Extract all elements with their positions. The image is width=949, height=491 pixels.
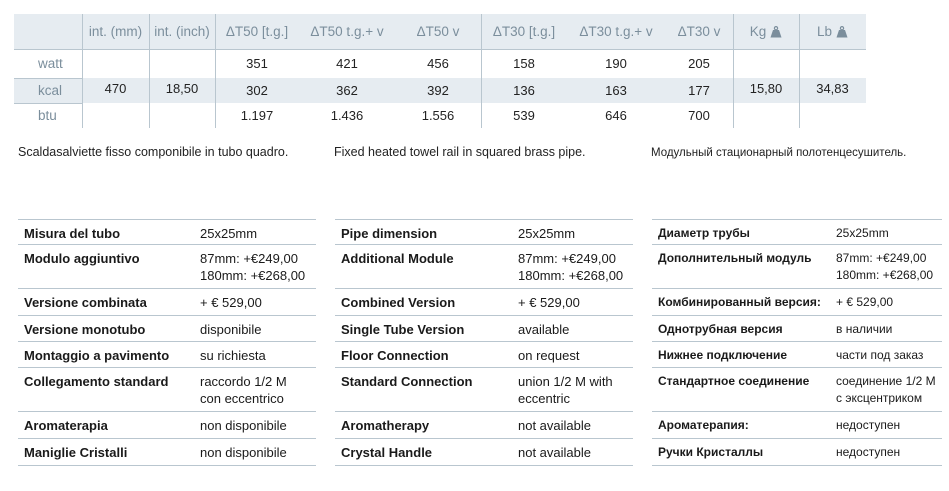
spec-value-line: 25x25mm [518, 226, 576, 241]
spec-value-line: с эксцентриком [836, 391, 923, 405]
spec-row [335, 342, 633, 368]
spec-key: Pipe dimension [341, 226, 438, 241]
spec-value-line: недоступен [836, 418, 901, 432]
spec-key: Combined Version [341, 295, 456, 310]
watt-dt50-tgv: 421 [336, 56, 358, 71]
btu-dt50-tgv: 1.436 [330, 108, 364, 123]
lb-value: 34,83 [816, 81, 849, 96]
spec-value-line: union 1/2 M with [518, 374, 613, 389]
spec-value-line: non disponibile [200, 445, 287, 460]
spec-value [518, 225, 575, 242]
spec-value-line: su richiesta [200, 348, 266, 363]
spec-value [200, 444, 287, 461]
spec-row [652, 412, 942, 439]
spec-row [652, 368, 942, 412]
spec-row [335, 316, 633, 342]
spec-value [836, 347, 923, 364]
spec-row [18, 342, 316, 368]
spec-value [836, 444, 900, 461]
watt-dt30-tgv: 190 [605, 56, 627, 71]
spec-value-line: части под заказ [836, 348, 924, 362]
btu-dt50-tg: 1.197 [240, 108, 274, 123]
btu-dt30-v: 700 [688, 108, 710, 123]
spec-value [518, 444, 591, 461]
watt-dt50-tg: 351 [246, 56, 268, 71]
spec-value [836, 417, 900, 434]
spec-row [18, 245, 316, 289]
kcal-dt50-v: 392 [427, 83, 449, 98]
spec-key: Стандартное соединение [658, 374, 810, 388]
watt-dt50-v: 456 [427, 56, 449, 71]
weight-icon [770, 26, 782, 38]
btu-dt50-v: 1.556 [421, 108, 455, 123]
spec-value-line: disponibile [200, 322, 262, 337]
spec-value [200, 250, 305, 284]
kcal-dt30-tg: 136 [513, 83, 535, 98]
spec-value-line: + € 529,00 [518, 295, 580, 310]
spec-value [836, 250, 933, 284]
header-dt50-tgv: ΔT50 t.g.+ v [310, 24, 384, 39]
header-lb-label: Lb [816, 24, 833, 39]
spec-row [335, 289, 633, 316]
spec-row [18, 368, 316, 412]
spec-row [652, 316, 942, 342]
spec-row [335, 219, 633, 245]
spec-value [200, 294, 262, 311]
spec-row [18, 219, 316, 245]
header-dt30-v: ΔT30 v [677, 24, 721, 39]
spec-value [836, 373, 936, 407]
spec-row [335, 412, 633, 439]
header-dt50-tg: ΔT50 [t.g.] [225, 24, 289, 39]
spec-key: Однотрубная версия [658, 322, 783, 336]
spec-value-line: 25x25mm [200, 226, 258, 241]
spec-value [200, 321, 261, 338]
spec-row [18, 439, 316, 466]
spec-row [652, 342, 942, 368]
spec-value-line: 87mm: +€249,00 [518, 251, 616, 266]
spec-value-line: 180mm: +€268,00 [836, 268, 934, 282]
spec-value-line: 87mm: +€249,00 [836, 251, 927, 265]
header-int-inch: int. (inch) [154, 24, 210, 39]
spec-value-line: available [518, 322, 570, 337]
int-inch-value: 18,50 [165, 81, 199, 96]
kcal-dt30-v: 177 [688, 83, 710, 98]
spec-value [836, 225, 889, 242]
header-int-mm: int. (mm) [88, 24, 143, 39]
spec-key: Misura del tubo [24, 226, 121, 241]
spec-row [652, 219, 942, 245]
spec-value-line: 25x25mm [836, 226, 889, 240]
spec-value-line: 180mm: +€268,00 [200, 268, 306, 283]
spec-value-line: non disponibile [200, 418, 287, 433]
spec-value [836, 294, 893, 311]
performance-table [14, 14, 866, 128]
kcal-dt50-tg: 302 [246, 83, 268, 98]
spec-key: Комбинированный версия: [658, 295, 821, 309]
spec-row [18, 316, 316, 342]
rule-col-3 [215, 14, 216, 128]
spec-value [518, 347, 579, 364]
header-dt50-v: ΔT50 v [416, 24, 460, 39]
spec-key: Нижнее подключение [658, 348, 788, 362]
spec-key: Standard Connection [341, 374, 473, 389]
description-ru: Модульный стационарный полотенцесушитель. [651, 147, 907, 159]
header-dt30-tgv: ΔT30 t.g.+ v [579, 24, 653, 39]
btu-dt30-tg: 539 [513, 108, 535, 123]
spec-value-line: + € 529,00 [836, 295, 894, 309]
spec-key: Versione monotubo [24, 322, 146, 337]
header-kg [733, 14, 799, 49]
spec-row [18, 412, 316, 439]
spec-row [335, 368, 633, 412]
int-mm-value: 470 [104, 81, 127, 96]
spec-value-line: в наличии [836, 322, 893, 336]
spec-key: Диаметр трубы [658, 226, 750, 240]
spec-key: Aromaterapia [24, 418, 108, 433]
spec-value-line: 87mm: +€249,00 [200, 251, 298, 266]
spec-key: Montaggio a pavimento [24, 348, 170, 363]
spec-value-line: on request [518, 348, 580, 363]
description-it: Scaldasalviette fisso componibile in tubo quadro. [18, 145, 289, 159]
spec-value-line: not available [518, 445, 591, 460]
spec-value-line: not available [518, 418, 591, 433]
kcal-dt30-tgv: 163 [605, 83, 627, 98]
spec-key: Versione combinata [24, 295, 147, 310]
rule-col-6 [799, 14, 800, 128]
spec-value-line: raccordo 1/2 M [200, 374, 287, 389]
spec-value [836, 321, 892, 338]
rule-col-1 [82, 14, 83, 128]
spec-key: Ароматерапия: [658, 418, 749, 432]
spec-value-line: + € 529,00 [200, 295, 262, 310]
spec-value [200, 373, 287, 407]
rule-header [14, 49, 866, 50]
spec-key: Floor Connection [341, 348, 449, 363]
watt-dt30-v: 205 [688, 56, 710, 71]
unit-btu: btu [38, 108, 57, 123]
spec-key: Additional Module [341, 251, 454, 266]
spec-row [652, 245, 942, 289]
spec-row [335, 439, 633, 466]
rule-col-2 [149, 14, 150, 128]
rule-col-5 [733, 14, 734, 128]
spec-key: Modulo aggiuntivo [24, 251, 140, 266]
spec-value [518, 373, 613, 407]
spec-key: Maniglie Cristalli [24, 445, 128, 460]
spec-value [518, 294, 580, 311]
spec-key: Ручки Кристаллы [658, 445, 764, 459]
spec-key: Дополнительный модуль [658, 251, 812, 265]
spec-value [518, 321, 569, 338]
spec-row [335, 245, 633, 289]
description-en: Fixed heated towel rail in squared brass pipe. [334, 145, 586, 159]
watt-dt30-tg: 158 [513, 56, 535, 71]
kg-value: 15,80 [749, 81, 783, 96]
spec-key: Collegamento standard [24, 374, 169, 389]
spec-key: Crystal Handle [341, 445, 433, 460]
spec-value-line: eccentric [518, 391, 571, 406]
rule-col-4 [481, 14, 482, 128]
header-lb [799, 14, 866, 49]
rule-kcal [14, 103, 82, 104]
spec-value [518, 417, 591, 434]
spec-row [652, 289, 942, 316]
spec-value [200, 225, 257, 242]
btu-dt30-tgv: 646 [605, 108, 627, 123]
spec-value-line: con eccentrico [200, 391, 284, 406]
spec-value [200, 347, 266, 364]
spec-value [200, 417, 287, 434]
weight-icon [836, 26, 848, 38]
spec-key: Single Tube Version [341, 322, 465, 337]
unit-watt: watt [38, 56, 63, 71]
kcal-dt50-tgv: 362 [336, 83, 358, 98]
spec-value-line: недоступен [836, 445, 901, 459]
rule-watt [14, 78, 82, 79]
spec-value [518, 250, 623, 284]
spec-key: Aromatherapy [341, 418, 430, 433]
spec-row [652, 439, 942, 466]
header-kg-label: Kg [749, 24, 767, 39]
unit-kcal: kcal [38, 83, 63, 98]
spec-value-line: соединение 1/2 М [836, 374, 936, 388]
spec-row [18, 289, 316, 316]
spec-value-line: 180mm: +€268,00 [518, 268, 624, 283]
header-dt30-tg: ΔT30 [t.g.] [492, 24, 556, 39]
